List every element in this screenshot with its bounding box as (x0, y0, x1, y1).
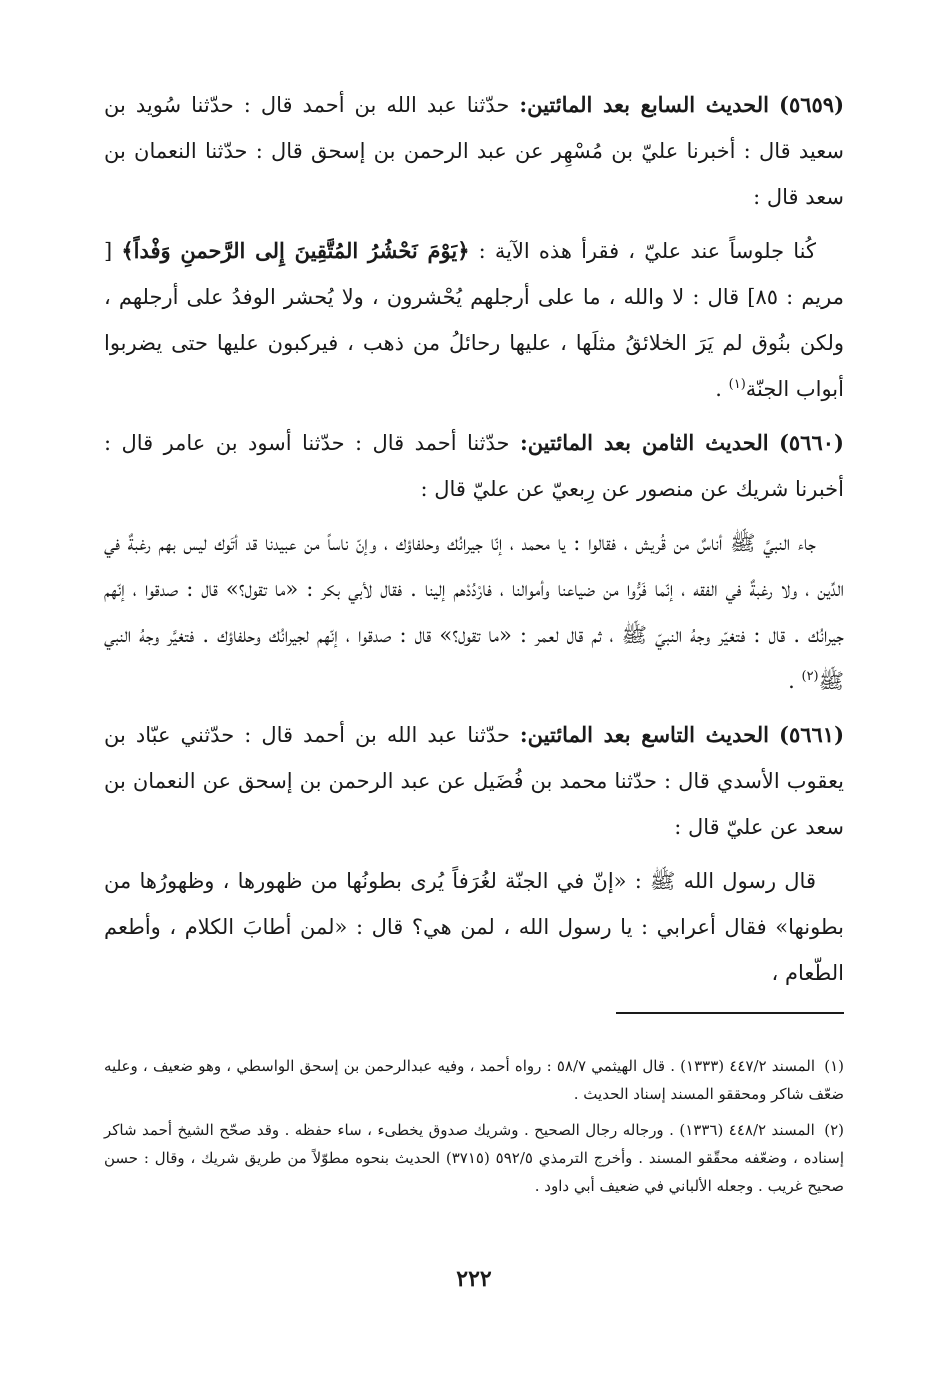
footnotes (104, 1052, 844, 1208)
footnote-ref[interactable]: (١) (728, 377, 746, 392)
footnote-ref[interactable]: (٢) (801, 669, 819, 684)
hadith-5661-isnad (104, 712, 844, 850)
hadith-5659-matn (104, 228, 844, 412)
footnote-1 (104, 1052, 844, 1108)
sentence-end: . (788, 669, 802, 693)
footnote-text: المسند ٤٤٨/٢ (١٣٣٦) . ورجاله رجال الصحيح . وشريك صدوق يخطىء ، ساء حفظه . وقد صحّح الشيخ أحمد شاكر إسناده ، وضعّفه محقّقو المسند . وأخرج الترمذي ٥٩٢/٥ (٣٧١٥) الحديث بنحوه مطوّلاً من طريق شريك ، وقال : حسن صحيح غريب . وجعله الألباني في ضعيف أبي داود . (104, 1121, 845, 1195)
hadith-number: (٥٦٦١) (779, 722, 844, 747)
hadith-5659-isnad (104, 82, 844, 220)
hadith-5661-matn (104, 858, 844, 996)
hadith-isnad-text: حدّثنا عبد الله بن أحمد قال : حدّثنا سُويد بن سعيد قال : أخبرنا عليّ بن مُسْهِر عن عبد الرحمن بن إسحق قال : حدّثنا النعمان بن سعد قال : (104, 93, 844, 209)
sentence-end: . (715, 377, 729, 401)
matn-text: قال رسول الله ﷺ : «إنّ في الجنّة لغُرَفاً يُرى بطونُها من ظهورها ، وظهورُها من بطونها» فقال أعرابي : يا رسول الله ، لمن هي؟ قال : «لمن أطابَ الكلام ، وأطعم الطّعام ، (104, 869, 844, 985)
hadith-number: (٥٦٦٠) (778, 430, 844, 455)
hadith-isnad-text: حدّثنا أحمد قال : حدّثنا أسود بن عامر قال : أخبرنا شريك عن منصور عن رِبعيّ عن عليّ قال : (104, 431, 844, 501)
page-number: ٢٢٢ (456, 1266, 492, 1292)
hadith-5660-isnad (104, 420, 844, 512)
footnote-number: (٢) (824, 1121, 844, 1139)
footnote-2 (104, 1116, 844, 1200)
matn-text: جاء النبيَّ ﷺ أناسٌ من قُريش ، فقالوا : يا محمد ، إنّا جيرانُك وحلفاؤك ، وإنّ ناساً من عبيدنا قد أتَوك ليس بهم رغبةٌ في الدِّين ، ولا رغبةٌ في الفقه ، إنّما فَرُّوا من ضياعنا وأموالنا ، فارْدُدْهم إلينا . فقال لأبي بكر : «ما تقول؟» قال : صدقوا ، إنّهم جيرانُك . قال : فتغيّر وجهُ النبيّ ﷺ ، ثم قال لعمر : «ما تقول؟» قال : صدقوا ، إنّهم لجيرانُك وحلفاؤك . فتغيَّر وجهُ النبي ﷺ (104, 531, 845, 693)
hadith-5660-matn (104, 520, 844, 704)
hadith-isnad-text: حدّثنا عبد الله بن أحمد قال : حدّثني عبّاد بن يعقوب الأسدي قال : حدّثنا محمد بن فُضَيل عن عبد الرحمن بن إسحق عن النعمان بن سعد عن عليّ قال : (104, 723, 844, 839)
matn-text: كُنا جلوساً عند عليّ ، فقرأ هذه الآية : (478, 239, 816, 263)
hadith-heading: الحديث السابع بعد المائتين: (519, 92, 769, 117)
matn-text: [ مريم : ٨٥] قال : لا والله ، ما على أرجلهم يُحْشرون ، ولا يُحشر الوفدُ على أرجلهم ، ولكن بنُوق لم يَرَ الخلائقُ مثلَها ، عليها رحائلُ من ذهب ، فيركبون عليها حتى يضربوا أبواب الجنّة (104, 239, 844, 401)
hadith-heading: الحديث التاسع بعد المائتين: (519, 722, 769, 747)
hadith-heading: الحديث الثامن بعد المائتين: (519, 430, 769, 455)
quran-verse: ﴿يَوْمَ نَحْشُرُ المُتَّقِينَ إِلى الرَّحمنِ وَفْداً﴾ (121, 238, 470, 263)
footnote-number: (١) (824, 1057, 844, 1075)
page-body (104, 82, 844, 1004)
hadith-number: (٥٦٥٩) (779, 92, 844, 117)
footnote-separator (616, 1012, 844, 1014)
footnote-text: المسند ٤٤٧/٢ (١٣٣٣) . قال الهيثمي ٥٨/٧ : رواه أحمد ، وفيه عبدالرحمن بن إسحق الواسطي ، وهو ضعيف ، وعليه ضعّف شاكر ومحققو المسند إسناد الحديث . (104, 1057, 844, 1103)
